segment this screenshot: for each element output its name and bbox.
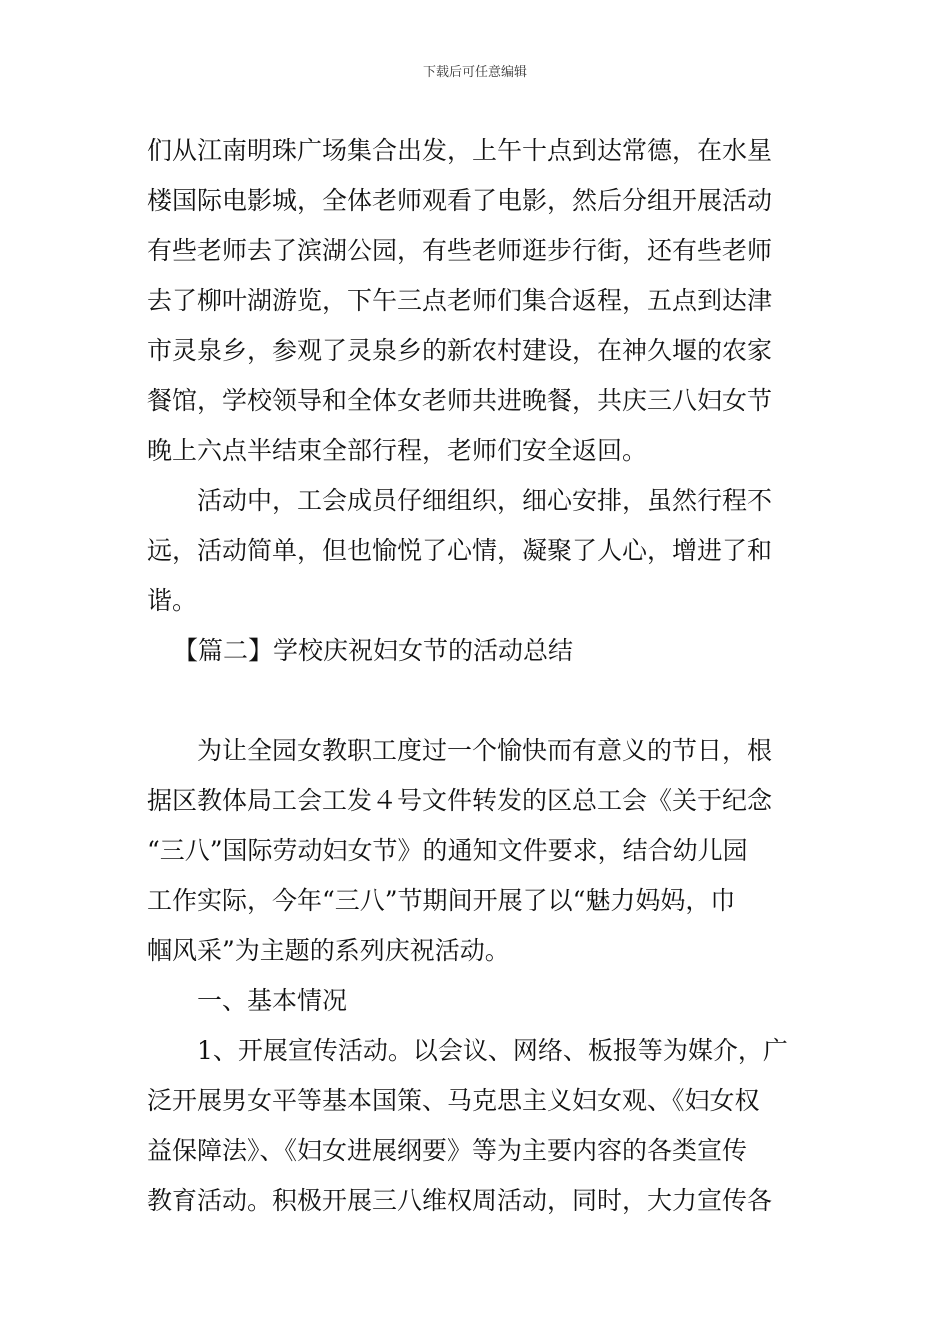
text-line: 据区教体局工会工发４号文件转发的区总工会《关于纪念: [147, 786, 773, 815]
document-body: [147, 126, 807, 1226]
text-line: 们从江南明珠广场集合出发，上午十点到达常德，在水星: [147, 136, 773, 165]
text-line: 益保障法》、《妇女进展纲要》等为主要内容的各类宣传: [147, 1136, 748, 1165]
text-line: “三八”国际劳动妇女节》的通知文件要求，结合幼儿园: [147, 836, 748, 865]
text-line: 市灵泉乡，参观了灵泉乡的新农村建设，在神久堰的农家: [147, 336, 773, 365]
text-line: 1、开展宣传活动。以会议、网络、板报等为媒介，广: [197, 1036, 788, 1065]
text-line: 教育活动。积极开展三八维权周活动，同时，大力宣传各: [147, 1186, 773, 1215]
section-title: 【篇二】学校庆祝妇女节的活动总结: [173, 636, 574, 665]
text-line: 有些老师去了滨湖公园，有些老师逛步行街，还有些老师: [147, 236, 773, 265]
paragraph-introduction: [147, 726, 807, 976]
paragraph-publicity: [147, 1026, 807, 1226]
section-heading: [147, 626, 807, 676]
text-line: 晚上六点半结束全部行程，老师们安全返回。: [147, 436, 648, 465]
text-line: 远，活动简单，但也愉悦了心情，凝聚了人心，增进了和: [147, 536, 773, 565]
text-line: 餐馆，学校领导和全体女老师共进晚餐，共庆三八妇女节: [147, 386, 773, 415]
text-line: 楼国际电影城，全体老师观看了电影，然后分组开展活动: [147, 186, 773, 215]
text-line: 活动中，工会成员仔细组织，细心安排，虽然行程不: [197, 486, 773, 515]
text-line: 为让全园女教职工度过一个愉快而有意义的节日，根: [197, 736, 773, 765]
text-line: 帼风采”为主题的系列庆祝活动。: [147, 936, 510, 965]
text-line: 工作实际，今年“三八”节期间开展了以“魅力妈妈，巾: [147, 886, 736, 915]
paragraph-activity-summary: [147, 476, 807, 626]
text-line: 谐。: [147, 586, 198, 615]
subsection-heading: [147, 976, 807, 1026]
text-line: 去了柳叶湖游览，下午三点老师们集合返程，五点到达津: [147, 286, 773, 315]
subsection-title: 一、基本情况: [197, 986, 348, 1015]
paragraph-trip-itinerary: [147, 126, 807, 476]
blank-line: [147, 676, 807, 726]
page-header: 下载后可任意编辑: [422, 65, 527, 80]
text-line: 泛开展男女平等基本国策、马克思主义妇女观、《妇女权: [147, 1086, 760, 1115]
